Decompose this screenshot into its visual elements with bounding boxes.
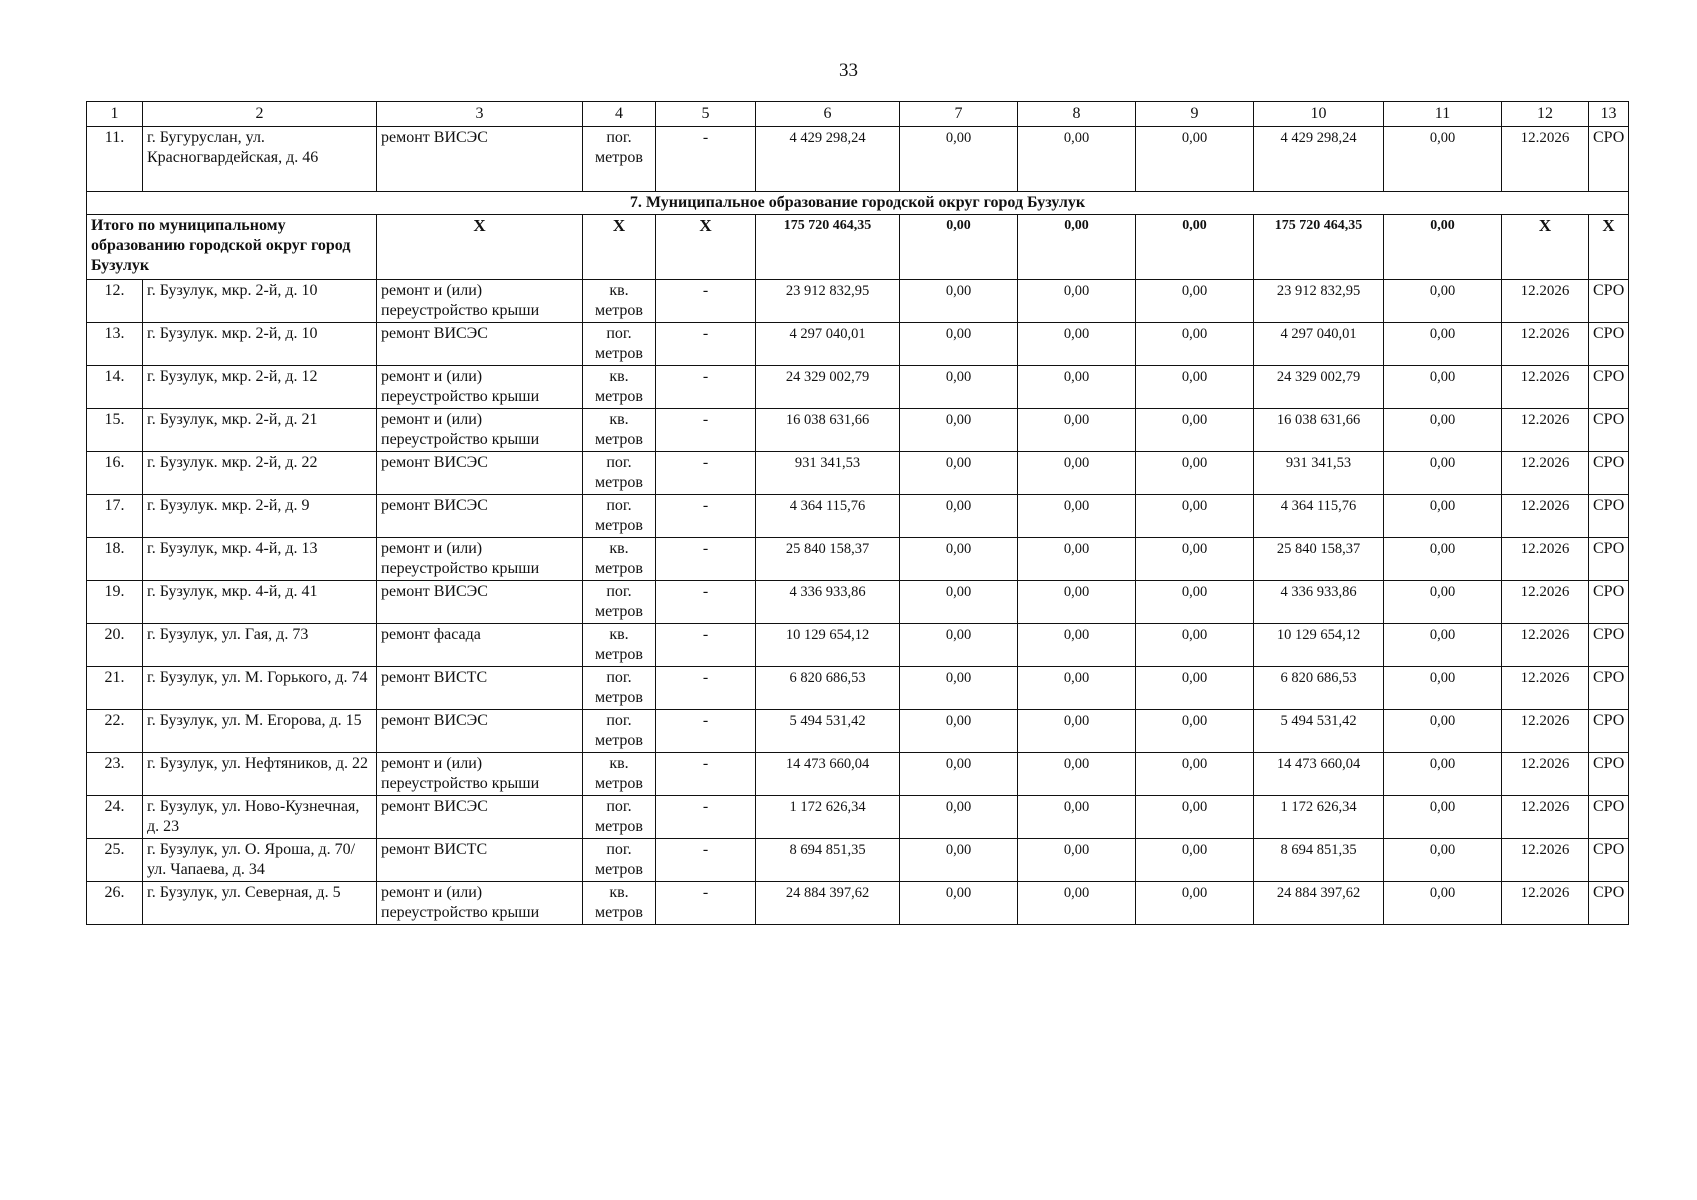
row-col-7: 0,00 <box>900 280 1018 323</box>
row-col-10: 4 297 040,01 <box>1254 323 1384 366</box>
row-completion-date: 12.2026 <box>1502 495 1589 538</box>
row-quantity: - <box>656 323 756 366</box>
row-col-10: 16 038 631,66 <box>1254 409 1384 452</box>
row-col-11: 0,00 <box>1384 280 1502 323</box>
row-col-9: 0,00 <box>1136 280 1254 323</box>
row-col-7: 0,00 <box>900 796 1018 839</box>
row-total-cost: 931 341,53 <box>756 452 900 495</box>
total-col-8: 0,00 <box>1018 215 1136 280</box>
total-col-9: 0,00 <box>1136 215 1254 280</box>
row-col-10: 6 820 686,53 <box>1254 667 1384 710</box>
row-work-type: ремонт ВИСЭС <box>377 495 583 538</box>
row-total-cost: 14 473 660,04 <box>756 753 900 796</box>
row-number: 14. <box>87 366 143 409</box>
row-col-10: 24 329 002,79 <box>1254 366 1384 409</box>
row-col-10: 1 172 626,34 <box>1254 796 1384 839</box>
row-quantity: - <box>656 581 756 624</box>
row-col-11: 0,00 <box>1384 839 1502 882</box>
row-col-10: 8 694 851,35 <box>1254 839 1384 882</box>
row-col-8: 0,00 <box>1018 452 1136 495</box>
column-number: 7 <box>900 102 1018 127</box>
row-quantity: - <box>656 710 756 753</box>
row-address: г. Бузулук, мкр. 2-й, д. 12 <box>143 366 377 409</box>
row-address: г. Бузулук. мкр. 2-й, д. 10 <box>143 323 377 366</box>
row-work-type: ремонт ВИСТС <box>377 667 583 710</box>
row-col-8: 0,00 <box>1018 409 1136 452</box>
row-col-10: 5 494 531,42 <box>1254 710 1384 753</box>
row-col-9: 0,00 <box>1136 366 1254 409</box>
row-completion-date: 12.2026 <box>1502 624 1589 667</box>
row-completion-date: 12.2026 <box>1502 366 1589 409</box>
row-work-type: ремонт и (или) переустройство крыши <box>377 366 583 409</box>
total-col-7: 0,00 <box>900 215 1018 280</box>
row-unit: кв. метров <box>583 280 656 323</box>
row-work-type: ремонт ВИСЭС <box>377 127 583 192</box>
row-quantity: - <box>656 796 756 839</box>
total-col-3: Х <box>377 215 583 280</box>
row-work-type: ремонт и (или) переустройство крыши <box>377 753 583 796</box>
row-work-type: ремонт ВИСЭС <box>377 796 583 839</box>
row-total-cost: 4 297 040,01 <box>756 323 900 366</box>
table-row <box>87 796 1629 839</box>
row-number: 25. <box>87 839 143 882</box>
row-col-10: 931 341,53 <box>1254 452 1384 495</box>
row-address: г. Бузулук, ул. М. Егорова, д. 15 <box>143 710 377 753</box>
row-address: г. Бузулук, мкр. 2-й, д. 21 <box>143 409 377 452</box>
row-col-8: 0,00 <box>1018 753 1136 796</box>
row-number: 23. <box>87 753 143 796</box>
row-work-type: ремонт ВИСЭС <box>377 710 583 753</box>
column-number: 3 <box>377 102 583 127</box>
row-unit: кв. метров <box>583 882 656 925</box>
row-col-10: 4 429 298,24 <box>1254 127 1384 192</box>
row-unit: пог. метров <box>583 581 656 624</box>
row-col-10: 10 129 654,12 <box>1254 624 1384 667</box>
row-completion-date: 12.2026 <box>1502 538 1589 581</box>
row-completion-date: 12.2026 <box>1502 882 1589 925</box>
row-col-7: 0,00 <box>900 366 1018 409</box>
work-plan-table <box>86 101 1629 925</box>
row-quantity: - <box>656 753 756 796</box>
row-quantity: - <box>656 882 756 925</box>
row-col-10: 25 840 158,37 <box>1254 538 1384 581</box>
row-completion-date: 12.2026 <box>1502 409 1589 452</box>
row-completion-date: 12.2026 <box>1502 753 1589 796</box>
row-col-7: 0,00 <box>900 538 1018 581</box>
row-total-cost: 24 884 397,62 <box>756 882 900 925</box>
row-col-11: 0,00 <box>1384 581 1502 624</box>
row-executor: СРО <box>1589 127 1629 192</box>
row-executor: СРО <box>1589 882 1629 925</box>
row-executor: СРО <box>1589 581 1629 624</box>
row-executor: СРО <box>1589 710 1629 753</box>
row-col-7: 0,00 <box>900 495 1018 538</box>
row-address: г. Бугуруслан, ул. Красногвардейская, д. 46 <box>143 127 377 192</box>
row-col-8: 0,00 <box>1018 495 1136 538</box>
row-total-cost: 23 912 832,95 <box>756 280 900 323</box>
column-number: 1 <box>87 102 143 127</box>
row-quantity: - <box>656 366 756 409</box>
row-quantity: - <box>656 452 756 495</box>
row-completion-date: 12.2026 <box>1502 839 1589 882</box>
row-col-9: 0,00 <box>1136 538 1254 581</box>
row-col-10: 4 336 933,86 <box>1254 581 1384 624</box>
row-col-7: 0,00 <box>900 710 1018 753</box>
row-col-8: 0,00 <box>1018 624 1136 667</box>
table-row <box>87 581 1629 624</box>
total-col-12: Х <box>1502 215 1589 280</box>
row-work-type: ремонт ВИСЭС <box>377 323 583 366</box>
table-row <box>87 127 1629 192</box>
row-total-cost: 25 840 158,37 <box>756 538 900 581</box>
row-executor: СРО <box>1589 366 1629 409</box>
column-number-row <box>87 102 1629 127</box>
row-number: 11. <box>87 127 143 192</box>
row-col-7: 0,00 <box>900 882 1018 925</box>
table-row <box>87 495 1629 538</box>
row-col-8: 0,00 <box>1018 538 1136 581</box>
row-col-9: 0,00 <box>1136 409 1254 452</box>
row-col-8: 0,00 <box>1018 882 1136 925</box>
row-address: г. Бузулук, ул. М. Горького, д. 74 <box>143 667 377 710</box>
row-col-7: 0,00 <box>900 452 1018 495</box>
table-body <box>87 102 1629 925</box>
row-number: 26. <box>87 882 143 925</box>
total-col-11: 0,00 <box>1384 215 1502 280</box>
row-col-8: 0,00 <box>1018 280 1136 323</box>
row-work-type: ремонт и (или) переустройство крыши <box>377 538 583 581</box>
row-completion-date: 12.2026 <box>1502 280 1589 323</box>
row-col-8: 0,00 <box>1018 581 1136 624</box>
row-work-type: ремонт ВИСТС <box>377 839 583 882</box>
row-col-9: 0,00 <box>1136 796 1254 839</box>
row-col-9: 0,00 <box>1136 710 1254 753</box>
column-number: 10 <box>1254 102 1384 127</box>
row-quantity: - <box>656 495 756 538</box>
column-number: 5 <box>656 102 756 127</box>
row-col-7: 0,00 <box>900 127 1018 192</box>
row-work-type: ремонт и (или) переустройство крыши <box>377 409 583 452</box>
row-number: 21. <box>87 667 143 710</box>
row-work-type: ремонт ВИСЭС <box>377 452 583 495</box>
row-unit: пог. метров <box>583 839 656 882</box>
row-col-9: 0,00 <box>1136 127 1254 192</box>
row-number: 18. <box>87 538 143 581</box>
row-number: 22. <box>87 710 143 753</box>
table-row <box>87 409 1629 452</box>
row-col-10: 24 884 397,62 <box>1254 882 1384 925</box>
row-completion-date: 12.2026 <box>1502 452 1589 495</box>
row-col-9: 0,00 <box>1136 882 1254 925</box>
row-col-7: 0,00 <box>900 667 1018 710</box>
row-work-type: ремонт и (или) переустройство крыши <box>377 280 583 323</box>
column-number: 9 <box>1136 102 1254 127</box>
row-col-8: 0,00 <box>1018 796 1136 839</box>
table-row <box>87 882 1629 925</box>
row-quantity: - <box>656 839 756 882</box>
row-work-type: ремонт и (или) переустройство крыши <box>377 882 583 925</box>
row-col-10: 4 364 115,76 <box>1254 495 1384 538</box>
section-total-row <box>87 215 1629 280</box>
row-number: 16. <box>87 452 143 495</box>
column-number: 8 <box>1018 102 1136 127</box>
row-unit: пог. метров <box>583 667 656 710</box>
row-executor: СРО <box>1589 624 1629 667</box>
table-row <box>87 667 1629 710</box>
row-col-7: 0,00 <box>900 409 1018 452</box>
row-unit: пог. метров <box>583 323 656 366</box>
row-address: г. Бузулук, ул. Нефтяников, д. 22 <box>143 753 377 796</box>
row-col-10: 14 473 660,04 <box>1254 753 1384 796</box>
total-cost: 175 720 464,35 <box>756 215 900 280</box>
row-address: г. Бузулук, ул. Северная, д. 5 <box>143 882 377 925</box>
row-completion-date: 12.2026 <box>1502 667 1589 710</box>
row-total-cost: 24 329 002,79 <box>756 366 900 409</box>
row-col-9: 0,00 <box>1136 753 1254 796</box>
row-col-11: 0,00 <box>1384 538 1502 581</box>
row-col-8: 0,00 <box>1018 839 1136 882</box>
section-title: 7. Муниципальное образование городской округ город Бузулук <box>87 192 1629 215</box>
row-completion-date: 12.2026 <box>1502 581 1589 624</box>
table-row <box>87 452 1629 495</box>
table-row <box>87 538 1629 581</box>
row-total-cost: 6 820 686,53 <box>756 667 900 710</box>
row-col-9: 0,00 <box>1136 323 1254 366</box>
row-executor: СРО <box>1589 753 1629 796</box>
row-col-9: 0,00 <box>1136 495 1254 538</box>
row-executor: СРО <box>1589 409 1629 452</box>
row-unit: кв. метров <box>583 753 656 796</box>
table-row <box>87 624 1629 667</box>
row-work-type: ремонт фасада <box>377 624 583 667</box>
total-col-5: Х <box>656 215 756 280</box>
row-unit: пог. метров <box>583 452 656 495</box>
table-row <box>87 323 1629 366</box>
row-address: г. Бузулук, мкр. 2-й, д. 10 <box>143 280 377 323</box>
row-col-9: 0,00 <box>1136 624 1254 667</box>
row-executor: СРО <box>1589 538 1629 581</box>
row-col-11: 0,00 <box>1384 667 1502 710</box>
total-col-13: Х <box>1589 215 1629 280</box>
row-number: 12. <box>87 280 143 323</box>
row-col-11: 0,00 <box>1384 753 1502 796</box>
row-unit: пог. метров <box>583 796 656 839</box>
row-col-8: 0,00 <box>1018 710 1136 753</box>
row-col-9: 0,00 <box>1136 667 1254 710</box>
row-quantity: - <box>656 538 756 581</box>
column-number: 4 <box>583 102 656 127</box>
row-quantity: - <box>656 409 756 452</box>
row-col-11: 0,00 <box>1384 624 1502 667</box>
row-completion-date: 12.2026 <box>1502 796 1589 839</box>
row-number: 17. <box>87 495 143 538</box>
row-unit: пог. метров <box>583 710 656 753</box>
row-executor: СРО <box>1589 495 1629 538</box>
row-col-11: 0,00 <box>1384 452 1502 495</box>
row-col-7: 0,00 <box>900 753 1018 796</box>
page-number: 33 <box>839 60 858 81</box>
row-executor: СРО <box>1589 323 1629 366</box>
row-col-11: 0,00 <box>1384 127 1502 192</box>
row-address: г. Бузулук, мкр. 4-й, д. 13 <box>143 538 377 581</box>
row-col-8: 0,00 <box>1018 323 1136 366</box>
row-col-9: 0,00 <box>1136 581 1254 624</box>
row-col-11: 0,00 <box>1384 796 1502 839</box>
row-number: 15. <box>87 409 143 452</box>
row-col-11: 0,00 <box>1384 366 1502 409</box>
row-address: г. Бузулук, ул. О. Яроша, д. 70/ул. Чапаева, д. 34 <box>143 839 377 882</box>
row-executor: СРО <box>1589 667 1629 710</box>
row-address: г. Бузулук. мкр. 2-й, д. 9 <box>143 495 377 538</box>
column-number: 6 <box>756 102 900 127</box>
row-unit: кв. метров <box>583 366 656 409</box>
table-row <box>87 753 1629 796</box>
row-quantity: - <box>656 280 756 323</box>
row-col-9: 0,00 <box>1136 452 1254 495</box>
row-number: 19. <box>87 581 143 624</box>
row-quantity: - <box>656 624 756 667</box>
row-quantity: - <box>656 127 756 192</box>
row-completion-date: 12.2026 <box>1502 127 1589 192</box>
row-completion-date: 12.2026 <box>1502 323 1589 366</box>
row-address: г. Бузулук, мкр. 4-й, д. 41 <box>143 581 377 624</box>
table-row <box>87 280 1629 323</box>
row-col-7: 0,00 <box>900 581 1018 624</box>
row-executor: СРО <box>1589 839 1629 882</box>
section-header-row <box>87 192 1629 215</box>
row-unit: кв. метров <box>583 624 656 667</box>
column-number: 12 <box>1502 102 1589 127</box>
row-total-cost: 4 336 933,86 <box>756 581 900 624</box>
row-col-10: 23 912 832,95 <box>1254 280 1384 323</box>
row-completion-date: 12.2026 <box>1502 710 1589 753</box>
row-total-cost: 5 494 531,42 <box>756 710 900 753</box>
total-col-4: Х <box>583 215 656 280</box>
row-number: 20. <box>87 624 143 667</box>
row-unit: кв. метров <box>583 409 656 452</box>
row-col-7: 0,00 <box>900 323 1018 366</box>
row-col-7: 0,00 <box>900 624 1018 667</box>
row-address: г. Бузулук. мкр. 2-й, д. 22 <box>143 452 377 495</box>
row-number: 24. <box>87 796 143 839</box>
row-total-cost: 16 038 631,66 <box>756 409 900 452</box>
column-number: 2 <box>143 102 377 127</box>
row-executor: СРО <box>1589 796 1629 839</box>
row-number: 13. <box>87 323 143 366</box>
row-unit: пог. метров <box>583 495 656 538</box>
row-col-8: 0,00 <box>1018 667 1136 710</box>
row-total-cost: 10 129 654,12 <box>756 624 900 667</box>
row-quantity: - <box>656 667 756 710</box>
column-number: 13 <box>1589 102 1629 127</box>
table-row <box>87 366 1629 409</box>
row-col-11: 0,00 <box>1384 409 1502 452</box>
row-unit: кв. метров <box>583 538 656 581</box>
row-executor: СРО <box>1589 452 1629 495</box>
row-address: г. Бузулук, ул. Гая, д. 73 <box>143 624 377 667</box>
row-work-type: ремонт ВИСЭС <box>377 581 583 624</box>
row-col-11: 0,00 <box>1384 495 1502 538</box>
row-unit: пог. метров <box>583 127 656 192</box>
row-col-8: 0,00 <box>1018 127 1136 192</box>
row-total-cost: 4 364 115,76 <box>756 495 900 538</box>
total-label: Итого по муниципальному образованию городской округ город Бузулук <box>87 215 377 280</box>
row-col-9: 0,00 <box>1136 839 1254 882</box>
row-total-cost: 4 429 298,24 <box>756 127 900 192</box>
row-col-11: 0,00 <box>1384 710 1502 753</box>
row-col-11: 0,00 <box>1384 882 1502 925</box>
total-col-10: 175 720 464,35 <box>1254 215 1384 280</box>
row-total-cost: 8 694 851,35 <box>756 839 900 882</box>
table-row <box>87 839 1629 882</box>
row-col-8: 0,00 <box>1018 366 1136 409</box>
column-number: 11 <box>1384 102 1502 127</box>
row-executor: СРО <box>1589 280 1629 323</box>
row-total-cost: 1 172 626,34 <box>756 796 900 839</box>
row-col-11: 0,00 <box>1384 323 1502 366</box>
row-col-7: 0,00 <box>900 839 1018 882</box>
row-address: г. Бузулук, ул. Ново-Кузнечная, д. 23 <box>143 796 377 839</box>
table-row <box>87 710 1629 753</box>
